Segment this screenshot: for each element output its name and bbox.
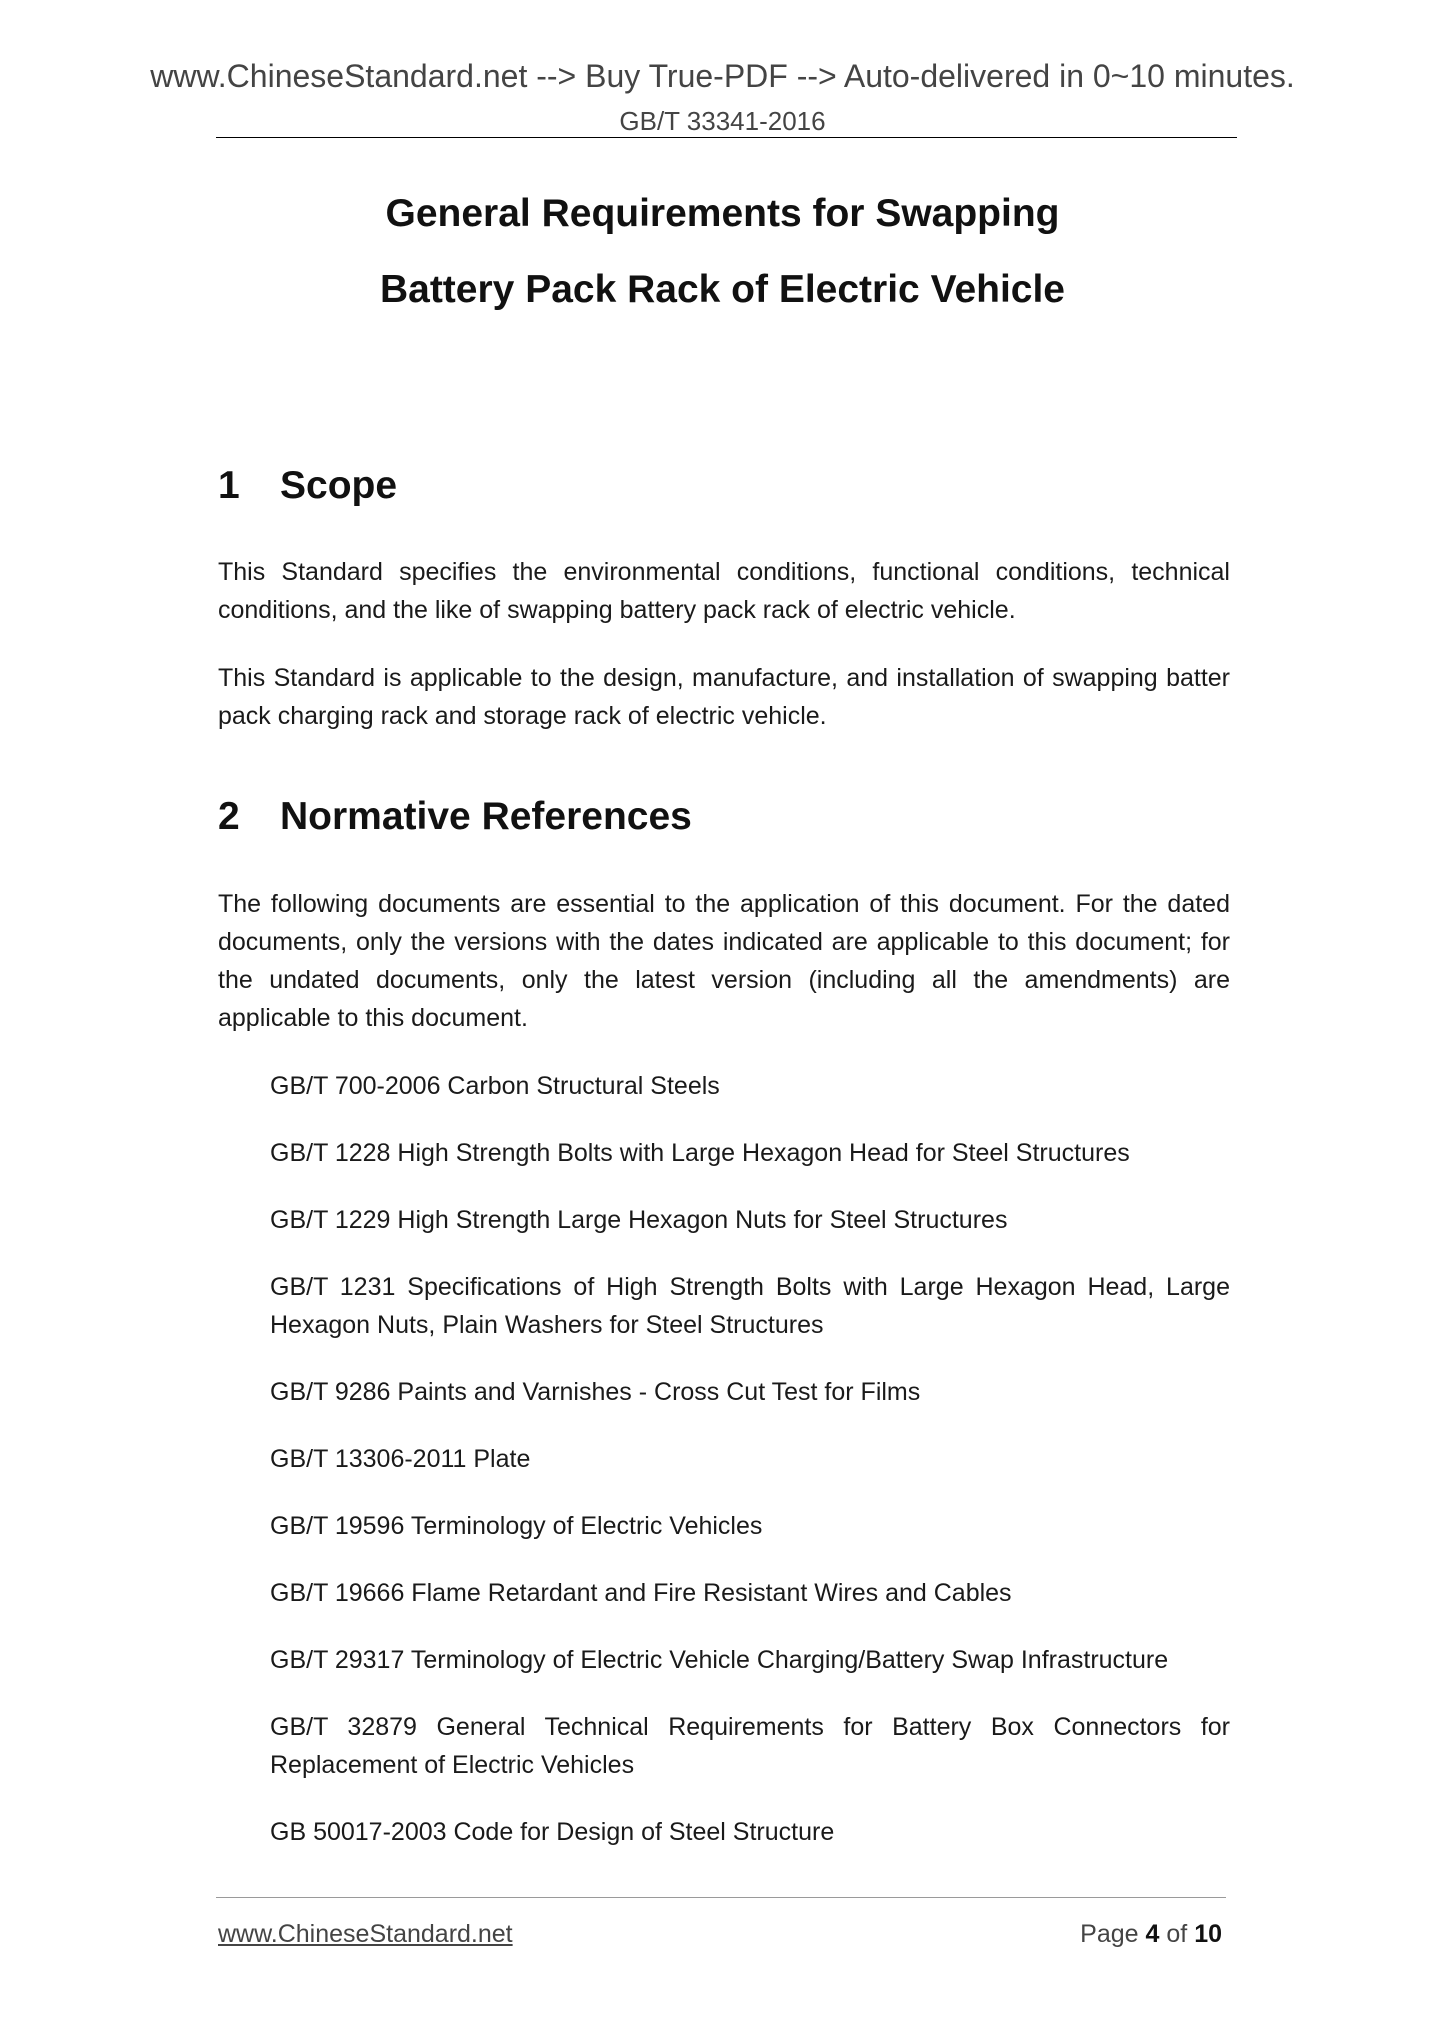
reference-item: GB 50017-2003 Code for Design of Steel Structure bbox=[270, 1818, 835, 1846]
total-pages: 10 bbox=[1194, 1920, 1222, 1948]
reference-item: GB/T 1228 High Strength Bolts with Large Hexagon Head for Steel Structures bbox=[270, 1139, 1130, 1167]
document-title-line-1: General Requirements for Swapping bbox=[385, 192, 1060, 235]
reference-item: GB/T 9286 Paints and Varnishes - Cross Cut Test for Films bbox=[270, 1378, 921, 1406]
reference-item: GB/T 32879 General Technical Requirements for Battery Box Connectors for Replacement of Electric Vehicles bbox=[270, 1713, 1230, 1779]
page-number bbox=[1000, 1918, 1222, 1950]
section-heading-scope bbox=[218, 462, 397, 510]
section-number: 1 bbox=[218, 464, 240, 507]
reference-item: GB/T 1231 Specifications of High Strength Bolts with Large Hexagon Head, Large Hexagon Nuts, Plain Washers for Steel Structures bbox=[270, 1273, 1230, 1339]
standard-code: GB/T 33341-2016 bbox=[619, 106, 826, 136]
page-header-banner: www.ChineseStandard.net --> Buy True-PDF --> Auto-delivered in 0~10 minutes. bbox=[150, 58, 1295, 94]
footer-divider bbox=[216, 1897, 1226, 1898]
reference-item: GB/T 19596 Terminology of Electric Vehicles bbox=[270, 1512, 763, 1540]
reference-item: GB/T 1229 High Strength Large Hexagon Nuts for Steel Structures bbox=[270, 1206, 1008, 1234]
page-of-label: of bbox=[1166, 1920, 1188, 1948]
section-number: 2 bbox=[218, 795, 240, 838]
reference-item: GB/T 13306-2011 Plate bbox=[270, 1445, 531, 1473]
header-divider bbox=[216, 137, 1237, 138]
document-title-line-2: Battery Pack Rack of Electric Vehicle bbox=[379, 268, 1066, 311]
footer-site-link[interactable]: www.ChineseStandard.net bbox=[218, 1920, 513, 1948]
reference-item: GB/T 19666 Flame Retardant and Fire Resistant Wires and Cables bbox=[270, 1579, 1012, 1607]
scope-paragraph-1: This Standard specifies the environmental conditions, functional conditions, technical conditions, and the like of swapping battery pack rack of electric vehicle. bbox=[218, 558, 1230, 624]
current-page: 4 bbox=[1145, 1920, 1160, 1948]
section-title: Scope bbox=[280, 464, 398, 507]
scope-paragraph-2: This Standard is applicable to the design, manufacture, and installation of swapping batter pack charging rack and storage rack of electric vehicle. bbox=[218, 664, 1230, 730]
section-heading-normative-references bbox=[218, 793, 692, 841]
reference-item: GB/T 700-2006 Carbon Structural Steels bbox=[270, 1072, 720, 1100]
page-label: Page bbox=[1080, 1920, 1139, 1948]
reference-list bbox=[270, 1067, 1230, 1880]
normative-references-paragraph: The following documents are essential to the application of this document. For the dated documents, only the versions with the dates indicated are applicable to this document; for the undated documents, only the latest version (including all the amendments) are applicable to this document. bbox=[218, 890, 1230, 1032]
reference-item: GB/T 29317 Terminology of Electric Vehicle Charging/Battery Swap Infrastructure bbox=[270, 1646, 1169, 1674]
section-title: Normative References bbox=[280, 795, 692, 838]
